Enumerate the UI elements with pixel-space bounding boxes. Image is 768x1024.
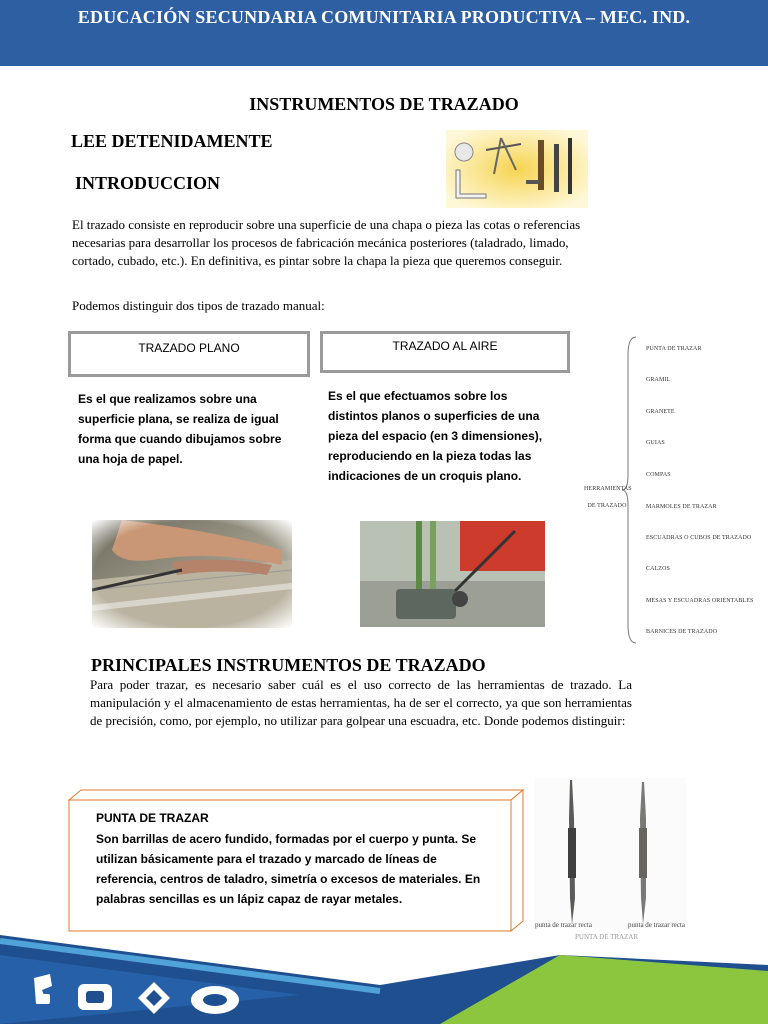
tools-label-line2: DE TRAZADO [587,503,627,509]
tool-item: CALZOS [646,566,670,572]
tool-item: BARNICES DE TRAZADO [646,629,718,635]
tool-item: GRAMIL [646,377,671,383]
trazado-plano-description: Es el que realizamos sobre una superficie plana, se realiza de igual forma que cuando dibujamos sobre una hoja de papel. [78,392,282,466]
punta-caption-left: punta de trazar recta [535,921,592,929]
tool-item: MARMOLES DE TRAZAR [646,504,717,510]
tool-item: ESCUADRAS O CUBOS DE TRAZADO [646,535,752,541]
punta-caption-bottom: PUNTA DE TRAZAR [575,933,639,941]
principal-paragraph: Para poder trazar, es necesario saber cuál es el uso correcto de las herramientas de trazado. La manipulación y el almacenamiento de estas herramientas, ha de ser el correcto, ya que son herramientas de precisión, como, por ejemplo, no utilizar para golpear una escuadra, etc. Donde podemos distinguir: [90,677,632,728]
document-title: INSTRUMENTOS DE TRAZADO [249,94,519,114]
trazado-plano-photo [92,520,292,628]
punta-description: Son barrillas de acero fundido, formadas por el cuerpo y punta. Se utilizan básicamente para el trazado y marcado de líneas de referencia, centros de taladro, simetría o excesos de materiales. En palabras sencillas es un lápiz capaz de rayar metales. [96,832,481,906]
tool-item: GRANETE [646,409,675,415]
subtitle: LEE DETENIDAMENTE [71,131,273,151]
tool-item: COMPAS [646,472,671,478]
punta-title: PUNTA DE TRAZAR [96,811,209,825]
punta-caption-right: punta de trazar recta [628,921,685,929]
trazado-plano-title: TRAZADO PLANO [138,341,240,355]
trazado-aire-description: Es el que efectuamos sobre los distintos planos o superficies de una pieza del espacio (en 3 dimensiones), reproduciendo en la pieza todas las indicaciones de un croquis plano. [328,389,543,483]
trazado-aire-photo [360,521,545,627]
intro-paragraph: El trazado consiste en reproducir sobre una superficie de una chapa o pieza las cotas o referencias necesarias para desarrollar los procesos de fabricación mecánica posteriores (taladrado, limado, cortado, cubado, etc.). En definitiva, es pintar sobre la chapa la pieza que queremos conseguir. [72,217,581,268]
header-title: EDUCACIÓN SECUNDARIA COMUNITARIA PRODUCTIVA – MEC. IND. [77,7,691,27]
tool-item: PUNTA DE TRAZAR [646,346,702,352]
tools-label-line1: HERRAMIENTAS [584,486,632,492]
trazado-aire-box [320,331,570,373]
footer-logo-icons [30,970,260,1022]
tool-item: MESAS Y ESCUADRAS ORIENTABLES [646,598,754,604]
principal-heading: PRINCIPALES INSTRUMENTOS DE TRAZADO [91,655,486,675]
trazado-plano-box [68,331,310,377]
punta-photo [534,778,686,938]
tools-photo [446,130,588,208]
intro-heading: INTRODUCCION [75,173,221,193]
types-intro: Podemos distinguir dos tipos de trazado manual: [72,298,325,313]
tool-item: GUIAS [646,440,665,446]
trazado-aire-title: TRAZADO AL AIRE [392,339,498,353]
